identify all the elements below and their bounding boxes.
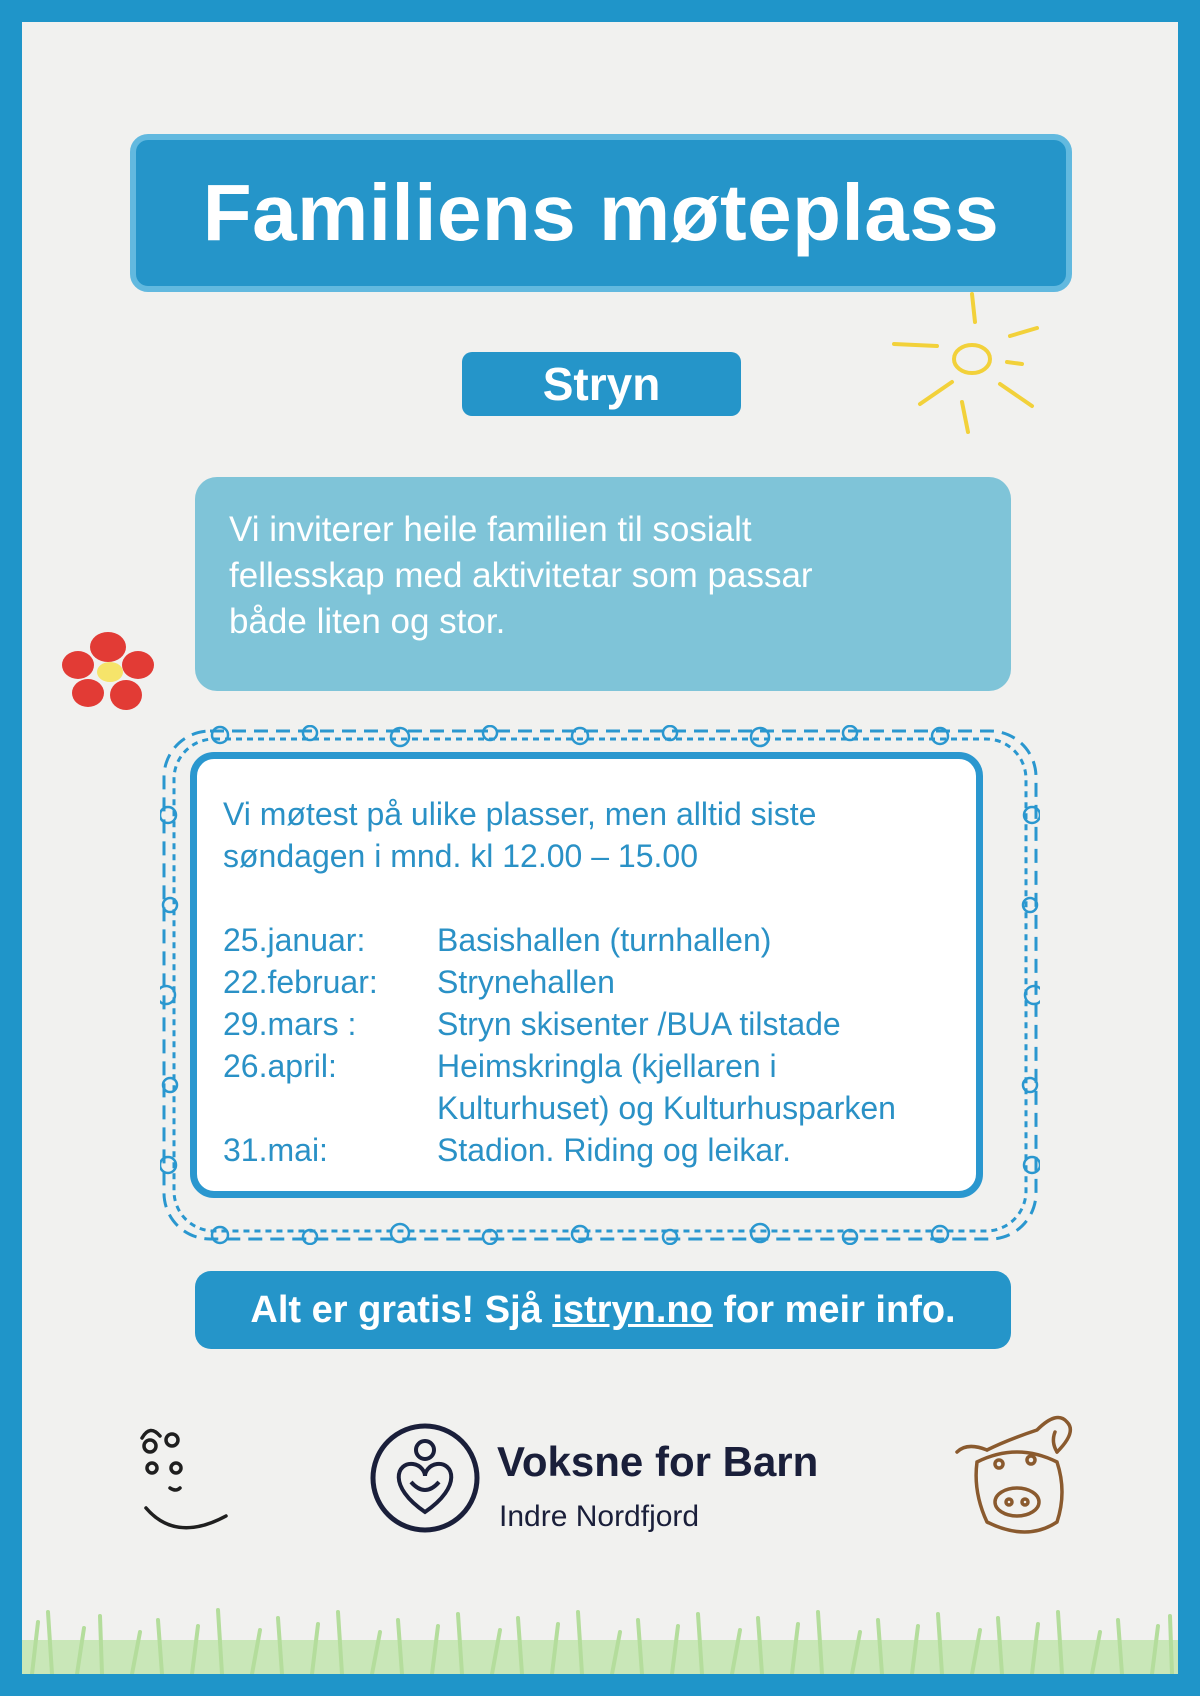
schedule-date: 22.februar: (223, 964, 378, 1000)
schedule-date: 31.mai: (223, 1132, 328, 1168)
logo-name: Voksne for Barn (497, 1438, 819, 1485)
schedule-place: Stadion. Riding og leikar. (437, 1132, 791, 1168)
grass-icon (22, 1582, 1178, 1674)
footer-note-suffix: for meir info. (712, 1288, 956, 1331)
schedule-place: Strynehallen (437, 964, 615, 1000)
title-banner (130, 134, 1072, 292)
smiley-face-icon (132, 1418, 242, 1548)
schedule-place: Basishallen (turnhallen) (437, 922, 772, 958)
location-badge (462, 352, 741, 416)
schedule-row (223, 1003, 948, 1045)
schedule-row (223, 919, 948, 961)
flower-icon (60, 627, 160, 717)
schedule-intro-line: søndagen i mnd. kl 12.00 – 15.00 (223, 838, 698, 874)
logo-subtitle: Indre Nordfjord (499, 1500, 700, 1533)
schedule-intro-line: Vi møtest på ulike plasser, men alltid siste (223, 796, 817, 832)
schedule-place: Stryn skisenter /BUA tilstade (437, 1006, 841, 1042)
intro-panel (195, 477, 1011, 691)
heart-logo-icon (367, 1420, 483, 1536)
schedule-date: 25.januar: (223, 922, 366, 958)
page-title: Familiens møteplass (202, 168, 1000, 257)
footer-note-banner (195, 1271, 1011, 1349)
schedule-date: 26.april: (223, 1048, 337, 1084)
voksne-for-barn-logo (367, 1420, 927, 1550)
intro-text (229, 507, 977, 645)
schedule-date: 29.mars : (223, 1006, 357, 1042)
schedule-place: Heimskringla (kjellaren i (437, 1048, 777, 1084)
poster-paper (22, 22, 1178, 1674)
footer-note-prefix: Alt er gratis! Sjå (250, 1288, 553, 1331)
location-label: Stryn (542, 358, 661, 410)
website-link[interactable]: istryn.no (552, 1288, 713, 1331)
schedule-row (223, 1129, 948, 1171)
intro-line: Vi inviterer heile familien til sosialt (229, 510, 752, 549)
sun-icon (882, 284, 1052, 444)
schedule-row (223, 1045, 948, 1087)
cow-face-icon (947, 1402, 1097, 1552)
intro-line: fellesskap med aktivitetar som passar (229, 556, 813, 595)
schedule-row (223, 961, 948, 1003)
intro-line: både liten og stor. (229, 602, 506, 641)
schedule-row (223, 1087, 948, 1129)
schedule-place: Kulturhuset) og Kulturhusparken (437, 1090, 896, 1126)
schedule-date (223, 1087, 437, 1129)
schedule-intro (223, 793, 948, 877)
schedule-panel (190, 752, 983, 1198)
